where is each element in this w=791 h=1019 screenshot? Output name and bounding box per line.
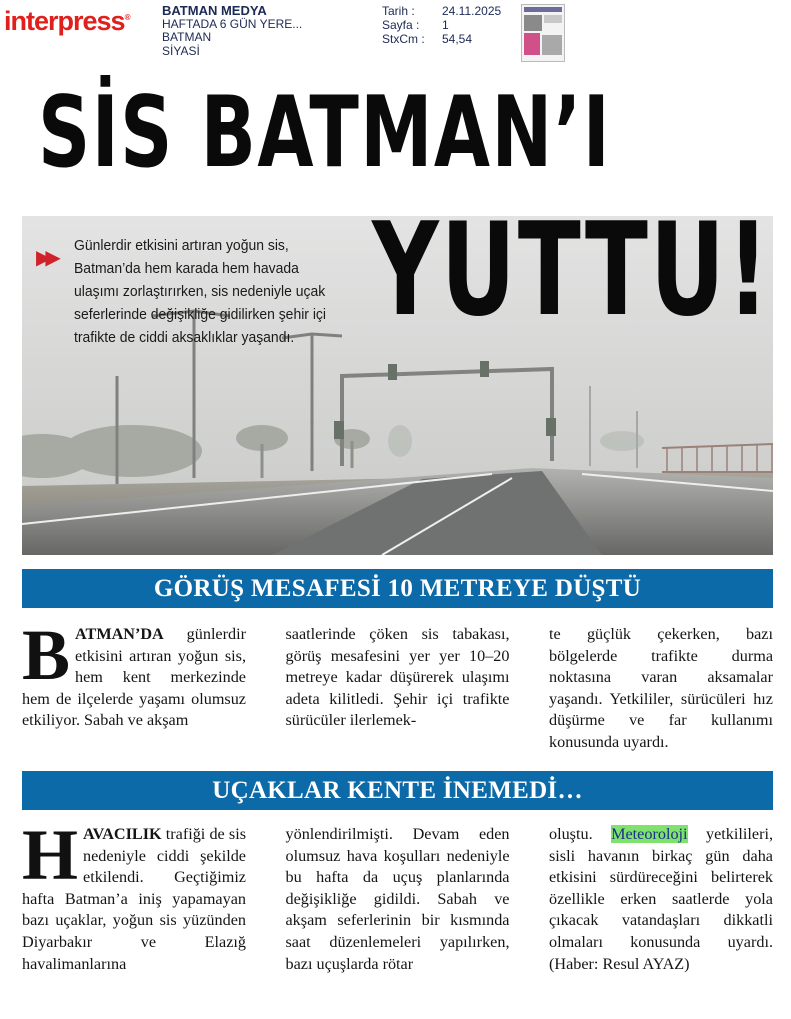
publication-category: SİYASİ xyxy=(162,43,200,58)
section-2-title: UÇAKLAR KENTE İNEMEDİ… xyxy=(22,771,773,810)
thumb-ad xyxy=(524,33,540,55)
lead-paragraph: Günlerdir etkisini artıran yoğun sis, Batman’da hem karada hem havada ulaşımı zorlaştırırken, sis nedeniyle uçak seferlerinde değişikliğe gidilirken şehir içi trafikte de ciddi aksaklıklar yaşandı. xyxy=(74,237,327,346)
section-1-title: GÖRÜŞ MESAFESİ 10 METREYE DÜŞTÜ xyxy=(22,569,773,608)
highlighted-term: Meteoroloji xyxy=(611,825,688,843)
thumb-masthead xyxy=(524,7,562,12)
thumb-text xyxy=(544,15,562,23)
thumb-photo xyxy=(524,15,542,31)
size-row xyxy=(382,32,501,46)
publication-city: BATMAN xyxy=(162,30,212,44)
registered-mark: ® xyxy=(124,13,130,22)
lead-caps: ATMAN’DA xyxy=(75,625,164,643)
dropcap: H xyxy=(22,815,79,895)
publication-frequency: HAFTADA 6 GÜN YERE... xyxy=(162,16,303,31)
column-text: oluştu. xyxy=(549,825,612,843)
interpress-logo xyxy=(4,6,129,37)
section-1-body xyxy=(22,615,773,759)
section-2-column-2: yönlendirilmişti. Devam eden olumsuz hava koşulları nedeniyle bu hafta da uçuş planlarında değişikliğe gidildi. Sabah ve akşam seferlerinin bir kısmında saat düzenlemeleri yapılırken, bazı uçuşlarda rötar xyxy=(285,825,510,973)
page-thumbnail[interactable] xyxy=(521,4,565,62)
headline-line-2: YUTTU! xyxy=(372,196,772,345)
page-row xyxy=(382,18,501,32)
date-label: Tarih : xyxy=(382,4,415,18)
thumb-photo-2 xyxy=(542,35,562,55)
headline-line-1: SİS BATMAN’I xyxy=(38,76,612,190)
date-value: 24.11.2025 xyxy=(442,4,502,18)
logo-text: interpress xyxy=(4,6,125,36)
dropcap: B xyxy=(22,615,71,695)
publication-name: BATMAN MEDYA xyxy=(162,3,267,18)
publication-info xyxy=(162,4,302,58)
page-label: Sayfa : xyxy=(382,18,420,32)
lead-caps: AVACILIK xyxy=(83,825,162,843)
section-2-column-3 xyxy=(549,824,773,1004)
column-text: yetkilileri, sisli havanın birkaç gün daha etkisini sürdüreceğini belirterek özellikle erken saatlerde yola çıkacak vatandaşları dikkatli olmaları konusunda uyardı. (Haber: Resul AYAZ) xyxy=(549,825,774,973)
column-text: günlerdir etkisini artıran yoğun sis, hem kent merkezinde hem de ilçelerde yaşamı olumsuz etkiliyor. Sabah ve akşam xyxy=(22,625,246,730)
column-text: trafiği de sis nedeniyle ciddi şekilde etkilendi. Geçtiğimiz hafta Batman’a iniş yapamayan bazı uçaklar, yoğun sis yüzünden Diyarbakır ve Elazığ havalimanlarına xyxy=(22,825,246,973)
page-value: 1 xyxy=(442,18,449,32)
section-2-column-1 xyxy=(22,815,246,1004)
clipping-meta xyxy=(382,4,501,46)
lead-arrow-icon: ▶▶ xyxy=(36,245,55,269)
size-value: 54,54 xyxy=(442,32,473,46)
date-row xyxy=(382,4,501,18)
section-1-column-2: saatlerinde çöken sis tabakası, görüş mesafesini yer yer 10–20 metreye kadar düşürerek ulaşımı adeta kilitledi. Şehir içi trafikte sürücüler ilerlemek- xyxy=(285,625,510,730)
section-1-column-1 xyxy=(22,615,246,759)
section-2-body xyxy=(22,815,774,1004)
section-1-column-3: te güçlük çekerken, bazı bölgelerde trafikte durma noktasına varan aksamalar yaşandı. Yetkililer, sürücüleri hız düşürme ve far kullanımı konusunda uyardı. xyxy=(549,625,773,751)
size-label: StxCm : xyxy=(382,32,425,46)
